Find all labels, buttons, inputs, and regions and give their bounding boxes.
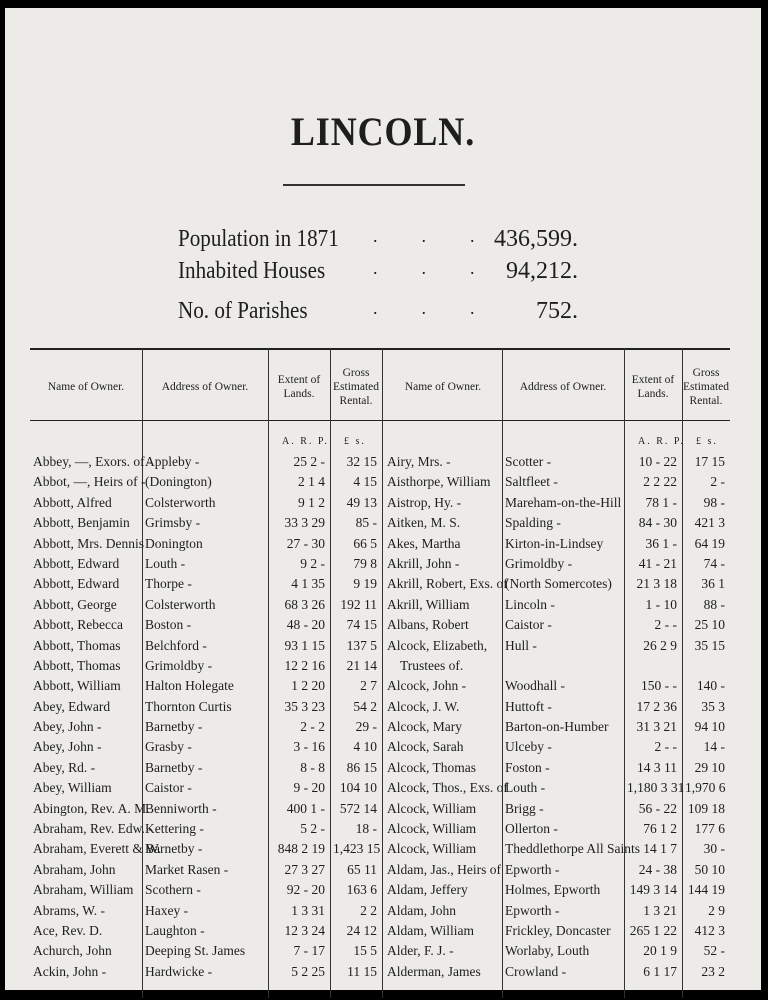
land-extent: 3 - 16 [293, 739, 325, 755]
land-extent: 92 - 20 [286, 882, 325, 898]
gross-rental: 572 14 [339, 800, 377, 816]
owner-name: Alcock, William [387, 821, 477, 837]
table-row [30, 697, 382, 717]
stat-label: No. of Parishes [178, 298, 308, 324]
owner-address: Huttoft - [505, 698, 552, 714]
owner-name: Akrill, William [387, 596, 470, 612]
gross-rental: 163 6 [346, 882, 377, 898]
units-extent: A. R. P. [638, 436, 685, 447]
owner-address: Donington [145, 535, 203, 551]
land-extent: 5 2 25 [291, 963, 325, 979]
owner-address: Lincoln - [505, 596, 555, 612]
table-row [30, 513, 382, 533]
land-extent: 31 3 21 [636, 719, 677, 735]
land-extent: 5 2 - [300, 821, 325, 837]
land-extent: 84 - 30 [638, 515, 677, 531]
owner-address: Laughton - [145, 922, 205, 938]
land-extent: 68 3 26 [284, 596, 325, 612]
owner-name: Abbott, Edward [33, 576, 120, 592]
header-address-of-owner: Address of Owner. [519, 381, 607, 393]
stat-inhabited-houses [178, 258, 578, 290]
header-extent-of-lands: Extent of Lands. [277, 374, 321, 400]
document-page [5, 8, 761, 990]
owner-address: Grimoldby - [505, 555, 573, 571]
table-row [30, 921, 382, 941]
owner-name: Aldam, Jas., Heirs of [387, 861, 501, 877]
owner-name: Aldam, William [387, 922, 474, 938]
owner-name: Alcock, Thomas [387, 759, 476, 775]
owner-address: Ulceby - [505, 739, 552, 755]
land-extent: 8 - 8 [300, 759, 325, 775]
owner-address: Foston - [505, 759, 550, 775]
owner-address: Barnetby - [145, 719, 203, 735]
land-extent: 27 3 27 [284, 861, 325, 877]
land-extent: 150 - - [641, 678, 677, 694]
gross-rental: 18 - [355, 821, 377, 837]
land-extent: 76 1 2 [643, 821, 677, 837]
gross-rental: 17 15 [694, 454, 725, 469]
owner-address: Belchford - [145, 637, 207, 653]
land-extent: 56 - 22 [638, 800, 677, 816]
table-row [382, 656, 730, 676]
gross-rental: 74 - [703, 555, 725, 571]
stat-leader-dots: ... [373, 298, 519, 318]
land-extent: 2 - - [654, 617, 677, 633]
gross-rental: 21 14 [346, 657, 377, 673]
land-extent: 33 3 29 [284, 515, 325, 531]
table-header-rule [382, 420, 730, 421]
gross-rental: 32 15 [346, 454, 377, 469]
table-row [30, 799, 382, 819]
table-row [30, 656, 382, 676]
table-row [30, 778, 382, 798]
owner-name: Abbott, Rebecca [33, 617, 123, 633]
owner-name: Aldam, Jeffery [387, 882, 468, 898]
gross-rental: 66 5 [353, 535, 377, 551]
table-row [30, 839, 382, 859]
land-extent: 20 1 9 [643, 943, 677, 959]
table-row [382, 676, 730, 696]
gross-rental: 85 - [355, 515, 377, 531]
owner-name: Abbott, Edward [33, 555, 120, 571]
gross-rental: 2 - [710, 474, 725, 490]
stat-label: Population in 1871 [178, 226, 339, 252]
owner-address: Mareham-on-the-Hill [505, 494, 622, 510]
table-row [382, 758, 730, 778]
gross-rental: 94 10 [694, 719, 725, 735]
page-title: LINCOLN. [290, 109, 476, 154]
gross-rental: 98 - [703, 494, 725, 510]
owner-name: Ackin, John - [33, 963, 107, 979]
gross-rental: 79 8 [353, 555, 377, 571]
land-extent: 24 - 38 [638, 861, 677, 877]
table-rows [382, 452, 730, 982]
owner-address: Kettering - [145, 821, 204, 837]
gross-rental: 35 3 [701, 698, 725, 714]
table-row [382, 778, 730, 798]
gross-rental: 177 6 [694, 821, 725, 837]
gross-rental: 36 1 [701, 576, 725, 592]
owner-name: Alcock, William [387, 841, 477, 857]
owner-name: Abey, Rd. - [33, 759, 96, 775]
owner-address: Louth - [505, 780, 546, 796]
owner-address: Worlaby, Louth [505, 943, 590, 959]
land-extent: 35 3 23 [284, 698, 325, 714]
stat-value: 436,599. [494, 226, 578, 252]
owner-address: Halton Holegate [145, 678, 234, 694]
owner-address: Scothern - [145, 882, 201, 898]
table-row [30, 615, 382, 635]
owner-address: Louth - [145, 555, 186, 571]
owner-name: Abey, Edward [33, 698, 111, 714]
land-extent: 1 3 31 [291, 902, 325, 918]
owner-address: Caistor - [505, 617, 552, 633]
table-row [382, 472, 730, 492]
owners-table-left [30, 348, 382, 998]
owner-name: Akrill, Robert, Exs. of [387, 576, 508, 592]
table-row [30, 493, 382, 513]
owner-name: Aldam, John [387, 902, 456, 918]
table-row [382, 860, 730, 880]
land-extent: 14 1 7 [643, 841, 677, 857]
gross-rental: 192 11 [340, 596, 377, 612]
land-extent: 6 1 17 [643, 963, 677, 979]
stat-value: 94,212. [506, 258, 578, 284]
table-row [382, 819, 730, 839]
header-gross-estimated-rental: Gross Estimated Rental. [683, 367, 729, 407]
owner-name: Abey, John - [33, 739, 102, 755]
owner-address: Thorpe - [145, 576, 192, 592]
owner-name: Abey, William [33, 780, 112, 796]
table-row [30, 452, 382, 472]
owner-address: Thornton Curtis [145, 698, 232, 714]
stat-leader-dots: ... [373, 258, 519, 278]
owner-address: Epworth - [505, 861, 560, 877]
header-address-of-owner: Address of Owner. [161, 381, 249, 393]
owner-address: Boston - [145, 617, 192, 633]
owner-name: Abbott, George [33, 596, 117, 612]
owners-table-right [382, 348, 730, 998]
table-rows [30, 452, 382, 982]
gross-rental: 1,970 6 [685, 780, 726, 796]
gross-rental: 412 3 [694, 922, 725, 938]
owner-address: Epworth - [505, 902, 560, 918]
owner-address: Grimoldby - [145, 657, 213, 673]
owner-address: Grimsby - [145, 515, 201, 531]
table-row [382, 799, 730, 819]
gross-rental: 137 5 [346, 637, 377, 653]
land-extent: 265 1 22 [629, 922, 677, 938]
table-row [30, 595, 382, 615]
owner-name: Abbott, Alfred [33, 494, 112, 510]
owner-name: Abraham, Rev. Edw. - [33, 821, 153, 837]
gross-rental: 52 - [703, 943, 725, 959]
owner-name: Alcock, J. W. [387, 698, 460, 714]
gross-rental: 49 13 [346, 494, 377, 510]
table-row [30, 860, 382, 880]
gross-rental: 144 19 [687, 882, 725, 898]
stat-parishes [178, 298, 578, 330]
owner-address: Haxey - [145, 902, 189, 918]
table-row [382, 737, 730, 757]
land-extent: 17 2 36 [636, 698, 677, 714]
gross-rental: 421 3 [694, 515, 725, 531]
land-extent: 36 1 - [645, 535, 677, 551]
owner-name: Aistrop, Hy. - [387, 494, 462, 510]
table-row [382, 962, 730, 982]
owner-name: Abbott, Benjamin [33, 515, 130, 531]
owner-name: Abbott, Thomas [33, 657, 121, 673]
owner-address: Holmes, Epworth [505, 882, 601, 898]
owner-name: Abraham, Everett & W. [33, 841, 161, 857]
owner-address: Barnetby - [145, 841, 203, 857]
gross-rental: 65 11 [347, 861, 377, 877]
gross-rental: 64 19 [694, 535, 725, 551]
owner-name: Aitken, M. S. [387, 515, 461, 531]
gross-rental: 109 18 [687, 800, 725, 816]
gross-rental: 140 - [696, 678, 725, 694]
owner-name: Abey, John - [33, 719, 102, 735]
owner-address: Benniworth - [145, 800, 217, 816]
table-row [30, 472, 382, 492]
table-row [382, 921, 730, 941]
owner-address: Brigg - [505, 800, 544, 816]
table-row [30, 737, 382, 757]
land-extent: 41 - 21 [638, 555, 677, 571]
owner-address: Market Rasen - [145, 861, 229, 877]
land-extent: 9 2 - [300, 555, 325, 571]
owner-name: Alcock, John - [387, 678, 467, 694]
gross-rental: 30 - [703, 841, 725, 857]
gross-rental: 50 10 [694, 861, 725, 877]
units-extent: A. R. P. [282, 436, 329, 447]
owner-address: Caistor - [145, 780, 192, 796]
table-row [382, 595, 730, 615]
owner-name: Akes, Martha [387, 535, 461, 551]
gross-rental: 25 10 [694, 617, 725, 633]
table-row [30, 717, 382, 737]
owner-name: Albans, Robert [387, 617, 469, 633]
land-extent: 1 3 21 [643, 902, 677, 918]
land-extent: 12 2 16 [284, 657, 325, 673]
table-row [382, 697, 730, 717]
owner-name: Alcock, William [387, 800, 477, 816]
land-extent: 48 - 20 [286, 617, 325, 633]
owner-address: Grasby - [145, 739, 192, 755]
land-extent: 78 1 - [645, 494, 677, 510]
table-row [30, 880, 382, 900]
table-row [382, 554, 730, 574]
table-row [30, 819, 382, 839]
owner-address: Ollerton - [505, 821, 558, 837]
table-row [382, 493, 730, 513]
land-extent: 149 3 14 [629, 882, 677, 898]
gross-rental: 35 15 [694, 637, 725, 653]
land-extent: 2 1 4 [298, 474, 325, 490]
owner-name: Akrill, John - [387, 555, 460, 571]
owner-address: Frickley, Doncaster [505, 922, 611, 938]
owner-address: Barnetby - [145, 759, 203, 775]
owner-address: Crowland - [505, 963, 567, 979]
table-row [30, 636, 382, 656]
land-extent: 21 3 18 [636, 576, 677, 592]
owner-name: Aisthorpe, William [387, 474, 491, 490]
owner-name: Alcock, Mary [387, 719, 462, 735]
table-row [382, 901, 730, 921]
owner-name: Abraham, John [33, 861, 116, 877]
land-extent: 10 - 22 [638, 454, 677, 469]
land-extent: 12 3 24 [284, 922, 325, 938]
owner-name: Abbot, —, Heirs of - [33, 474, 146, 490]
owner-name: Alcock, Sarah [387, 739, 464, 755]
gross-rental: 88 - [703, 596, 725, 612]
table-row [382, 941, 730, 961]
header-name-of-owner: Name of Owner. [404, 381, 482, 393]
owner-address: Kirton-in-Lindsey [505, 535, 604, 551]
owner-address: Colsterworth [145, 596, 216, 612]
table-row [30, 901, 382, 921]
owner-address: Appleby - [145, 454, 200, 469]
gross-rental: 2 7 [360, 678, 377, 694]
table-row [382, 717, 730, 737]
table-row [30, 534, 382, 554]
owner-name: Abbey, —, Exors. of - [33, 454, 153, 469]
gross-rental: 1,423 15 [333, 841, 381, 857]
land-extent: 1 - 10 [645, 596, 677, 612]
land-extent: 93 1 15 [284, 637, 325, 653]
table-row [382, 574, 730, 594]
stat-population [178, 226, 578, 258]
table-top-rule [382, 348, 730, 350]
owner-address: Woodhall - [505, 678, 566, 694]
owner-address: Barton-on-Humber [505, 719, 609, 735]
owner-name: Airy, Mrs. - [387, 454, 451, 469]
gross-rental: 74 15 [346, 617, 377, 633]
stat-value: 752. [536, 298, 578, 324]
table-row [30, 941, 382, 961]
gross-rental: 23 2 [701, 963, 725, 979]
owner-name: Abbott, Mrs. Dennis [33, 535, 144, 551]
table-row [382, 636, 730, 656]
stat-leader-dots: ... [373, 226, 519, 246]
units-rental: £ s. [696, 436, 718, 447]
gross-rental: 29 - [355, 719, 377, 735]
table-row [382, 452, 730, 472]
owner-name: Trustees of. [400, 657, 464, 673]
table-row [382, 615, 730, 635]
title-rule [283, 184, 465, 186]
owner-address: (North Somercotes) [505, 576, 612, 592]
gross-rental: 86 15 [346, 759, 377, 775]
land-extent: 26 2 9 [643, 637, 677, 653]
owner-name: Alderman, James [387, 963, 481, 979]
owner-address: (Donington) [145, 474, 212, 490]
land-extent: 1,180 3 31 [627, 780, 685, 796]
table-row [382, 534, 730, 554]
land-extent: 7 - 17 [293, 943, 325, 959]
owner-name: Ace, Rev. D. [33, 922, 103, 938]
gross-rental: 2 9 [708, 902, 725, 918]
gross-rental: 24 12 [346, 922, 377, 938]
land-extent: 9 1 2 [298, 494, 325, 510]
gross-rental: 29 10 [694, 759, 725, 775]
gross-rental: 11 15 [347, 963, 377, 979]
land-extent: 25 2 - [293, 454, 325, 469]
owner-address: Saltfleet - [505, 474, 558, 490]
owner-name: Alcock, Thos., Exs. of [387, 780, 508, 796]
gross-rental: 4 15 [353, 474, 377, 490]
owner-address: Theddlethorpe All Saints [505, 841, 640, 857]
table-row [382, 513, 730, 533]
owner-address: Hardwicke - [145, 963, 213, 979]
gross-rental: 4 10 [353, 739, 377, 755]
gross-rental: 14 - [703, 739, 725, 755]
header-name-of-owner: Name of Owner. [47, 381, 125, 393]
table-row [30, 554, 382, 574]
owner-name: Abrams, W. - [33, 902, 105, 918]
gross-rental: 2 2 [360, 902, 377, 918]
gross-rental: 54 2 [353, 698, 377, 714]
owner-name: Abraham, William [33, 882, 134, 898]
units-rental: £ s. [344, 436, 366, 447]
land-extent: 4 1 35 [291, 576, 325, 592]
table-row [30, 676, 382, 696]
owner-name: Abbott, William [33, 678, 121, 694]
land-extent: 2 2 22 [643, 474, 677, 490]
land-extent: 14 3 11 [637, 759, 677, 775]
header-gross-estimated-rental: Gross Estimated Rental. [333, 367, 379, 407]
land-extent: 27 - 30 [286, 535, 325, 551]
owner-address: Colsterworth [145, 494, 216, 510]
owner-name: Abington, Rev. A. M. [33, 800, 150, 816]
owner-address: Deeping St. James [145, 943, 246, 959]
gross-rental: 104 10 [339, 780, 377, 796]
land-extent: 400 1 - [286, 800, 325, 816]
land-extent: 848 2 19 [277, 841, 325, 857]
header-extent-of-lands: Extent of Lands. [631, 374, 675, 400]
table-row [30, 962, 382, 982]
owner-address: Spalding - [505, 515, 561, 531]
gross-rental: 15 5 [353, 943, 377, 959]
land-extent: 2 - 2 [300, 719, 325, 735]
gross-rental: 9 19 [353, 576, 377, 592]
land-extent: 1 2 20 [291, 678, 325, 694]
owner-address: Hull - [505, 637, 537, 653]
stat-label: Inhabited Houses [178, 258, 326, 284]
land-extent: 2 - - [654, 739, 677, 755]
owner-address: Scotter - [505, 454, 552, 469]
owner-name: Alcock, Elizabeth, [387, 637, 488, 653]
table-row [30, 574, 382, 594]
owner-name: Achurch, John [33, 943, 112, 959]
table-row [382, 880, 730, 900]
land-extent: 9 - 20 [293, 780, 325, 796]
owner-name: Alder, F. J. - [387, 943, 454, 959]
owner-name: Abbott, Thomas [33, 637, 121, 653]
table-row [30, 758, 382, 778]
table-row [382, 839, 730, 859]
